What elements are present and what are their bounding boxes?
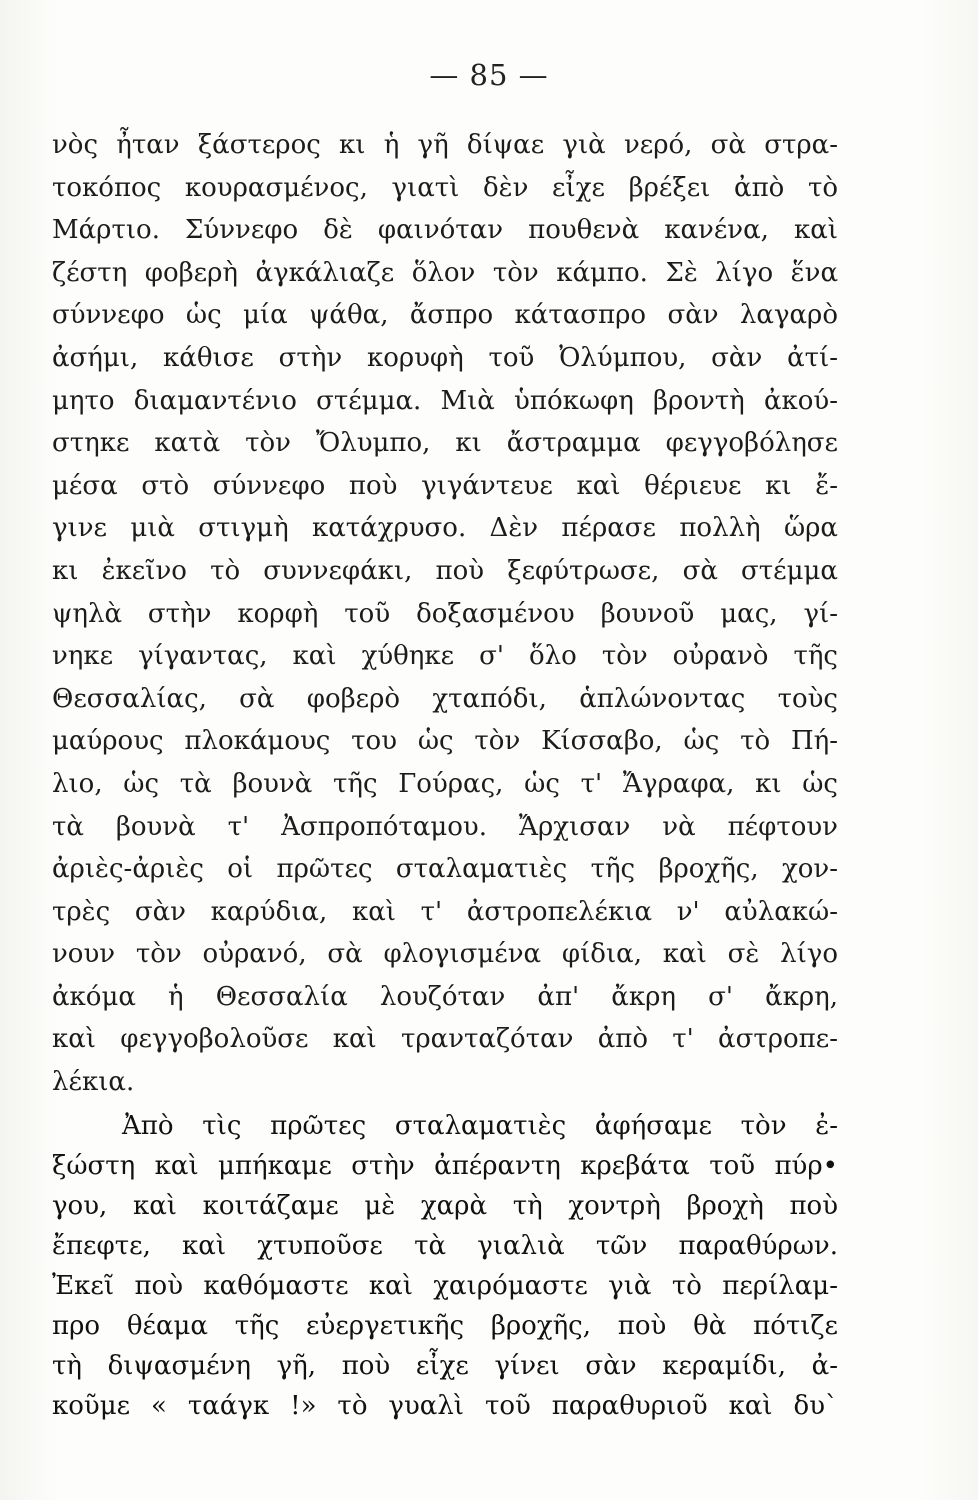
paragraph-2 (52, 1106, 838, 1426)
text-line: προ θέαμα τῆς εὐεργετικῆς βροχῆς, ποὺ θὰ πότιζε (52, 1310, 838, 1341)
text-line: γου, καὶ κοιτάζαμε μὲ χαρὰ τὴ χοντρὴ βροχὴ ποὺ (52, 1190, 838, 1221)
text-line: καὶ φεγγοβολοῦσε καὶ τρανταζόταν ἀπὸ τ' ἀστροπε- (52, 1024, 838, 1055)
text-line: ἔπεφτε, καὶ χτυποῦσε τὰ γιαλιὰ τῶν παραθύρων. (52, 1230, 838, 1261)
text-line: λέκια. (52, 1067, 135, 1098)
text-line: τὰ βουνὰ τ' Ἀσπροπόταμου. Ἄρχισαν νὰ πέφτουν (52, 811, 838, 842)
text-line: νηκε γίγαντας, καὶ χύθηκε σ' ὅλο τὸν οὐρανὸ τῆς (52, 641, 838, 672)
text-line: γινε μιὰ στιγμὴ κατάχρυσο. Δὲν πέρασε πολλὴ ὥρα (52, 513, 838, 544)
text-line: τὴ διψασμένη γῆ, ποὺ εἶχε γίνει σὰν κεραμίδι, ἀ- (52, 1350, 838, 1381)
text-line: ζέστη φοβερὴ ἀγκάλιαζε ὅλον τὸν κάμπο. Σὲ λίγο ἕνα (52, 257, 838, 288)
text-line: τρὲς σὰν καρύδια, καὶ τ' ἀστροπελέκια ν' αὐλακώ- (52, 896, 838, 927)
text-line: τοκόπος κουρασμένος, γιατὶ δὲν εἶχε βρέξει ἀπὸ τὸ (52, 172, 838, 203)
page-number: — 85 — (429, 58, 549, 92)
text-line: νὸς ἦταν ξάστερος κι ἡ γῆ δίψαε γιὰ νερό, σὰ στρα- (52, 130, 838, 160)
body-text (52, 124, 838, 1426)
text-line: ξώστη καὶ μπήκαμε στὴν ἀπέραντη κρεβάτα τοῦ πύρ• (52, 1150, 838, 1181)
text-line: ἀριὲς-ἀριὲς οἱ πρῶτες σταλαματιὲς τῆς βροχῆς, χον- (52, 854, 838, 885)
text-line: στηκε κατὰ τὸν Ὄλυμπο, κι ἄστραμμα φεγγοβόλησε (52, 428, 838, 459)
text-line: κι ἐκεῖνο τὸ συννεφάκι, ποὺ ξεφύτρωσε, σὰ στέμμα (52, 555, 838, 586)
text-line: σύννεφο ὡς μία ψάθα, ἄσπρο κάτασπρο σὰν λαγαρὸ (52, 300, 838, 331)
text-line: ἀκόμα ἡ Θεσσαλία λουζόταν ἀπ' ἄκρη σ' ἄκρη, (52, 981, 838, 1012)
text-line: νουν τὸν οὐρανό, σὰ φλογισμένα φίδια, καὶ σὲ λίγο (52, 939, 838, 970)
text-line: μαύρους πλοκάμους του ὡς τὸν Κίσσαβο, ὡς τὸ Πή- (52, 726, 838, 757)
text-line: Ἐκεῖ ποὺ καθόμαστε καὶ χαιρόμαστε γιὰ τὸ περίλαμ- (52, 1270, 838, 1301)
text-line: κοῦμε « ταάγκ !» τὸ γυαλὶ τοῦ παραθυριοῦ καὶ δυ` (52, 1390, 838, 1421)
text-line: ψηλὰ στὴν κορφὴ τοῦ δοξασμένου βουνοῦ μας, γί- (52, 598, 838, 629)
text-line: λιο, ὡς τὰ βουνὰ τῆς Γούρας, ὡς τ' Ἄγραφα, κι ὡς (52, 768, 838, 799)
paragraph-1 (52, 124, 838, 1104)
text-line: Θεσσαλίας, σὰ φοβερὸ χταπόδι, ἁπλώνοντας τοὺς (52, 683, 838, 714)
text-line: μητο διαμαντένιο στέμμα. Μιὰ ὑπόκωφη βροντὴ ἀκού- (52, 385, 838, 416)
text-line: μέσα στὸ σύννεφο ποὺ γιγάντευε καὶ θέριευε κι ἔ- (52, 470, 838, 501)
text-line: Ἀπὸ τὶς πρῶτες σταλαματιὲς ἀφήσαμε τὸν ἐ- (122, 1110, 838, 1141)
text-line: ἀσήμι, κάθισε στὴν κορυφὴ τοῦ Ὀλύμπου, σὰν ἀτί- (52, 342, 838, 373)
text-line: Μάρτιο. Σύννεφο δὲ φαινόταν πουθενὰ κανένα, καὶ (52, 215, 838, 246)
